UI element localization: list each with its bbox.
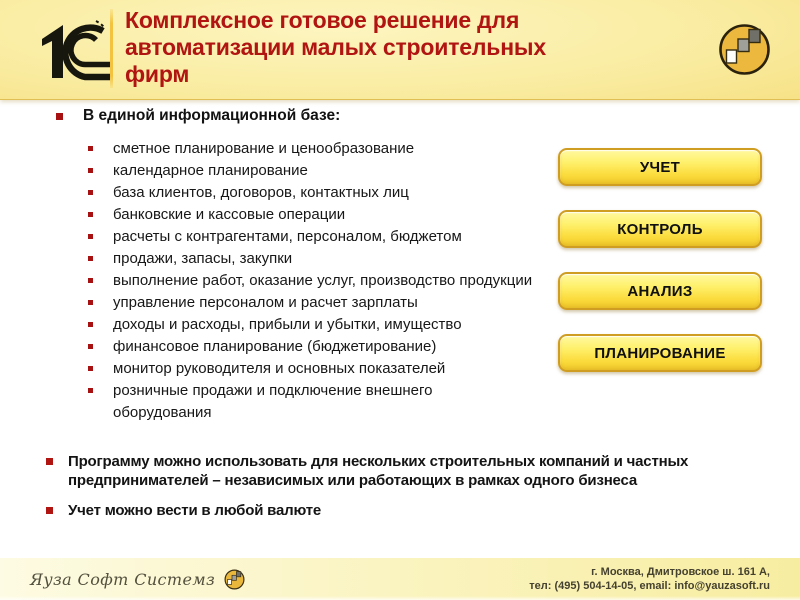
- button-uchet[interactable]: УЧЕТ: [558, 148, 762, 186]
- list-item: монитор руководителя и основных показателей: [113, 358, 533, 380]
- list-item: сметное планирование и ценообразование: [113, 138, 533, 160]
- footer-phone-email: тел: (495) 504-14-05, email: info@yauzasoft.ru: [529, 580, 770, 592]
- page-title-line: автоматизации малых строительных: [125, 34, 546, 60]
- footer-address: г. Москва, Дмитровское ш. 161 А,: [591, 566, 770, 578]
- button-planirovanie[interactable]: ПЛАНИРОВАНИЕ: [558, 334, 762, 372]
- section-heading-row: [56, 107, 536, 125]
- header: [0, 0, 800, 100]
- page-title-line: фирм: [125, 61, 190, 87]
- note-item: Учет можно вести в любой валюте: [46, 501, 762, 520]
- logo-1c-icon: [34, 16, 110, 82]
- page-title-line: Комплексное готовое решение для: [125, 7, 520, 33]
- unified-base-section: [56, 107, 536, 424]
- footer-logo-icon: [224, 569, 245, 590]
- action-buttons: [558, 148, 762, 372]
- list-item: доходы и расходы, прибыли и убытки, имущество: [113, 314, 533, 336]
- list-item: розничные продажи и подключение внешнего оборудования: [113, 380, 533, 424]
- header-divider: [110, 9, 113, 88]
- note-item: Программу можно использовать для нескольких строительных компаний и частных предпринимателей – независимых или работающих в рамках одного бизнеса: [46, 452, 762, 490]
- list-item: выполнение работ, оказание услуг, производство продукции: [113, 270, 533, 292]
- list-item: календарное планирование: [113, 160, 533, 182]
- list-item: банковские и кассовые операции: [113, 204, 533, 226]
- list-item: продажи, запасы, закупки: [113, 248, 533, 270]
- footer-contacts: [529, 565, 770, 593]
- list-item: финансовое планирование (бюджетирование): [113, 336, 533, 358]
- page-title: [125, 7, 546, 88]
- button-analiz[interactable]: АНАЛИЗ: [558, 272, 762, 310]
- company-name: Яуза Софт Системз: [30, 569, 216, 589]
- section-heading: В единой информационной базе:: [83, 107, 341, 124]
- button-kontrol[interactable]: КОНТРОЛЬ: [558, 210, 762, 248]
- notes-list: [46, 452, 762, 531]
- list-item: база клиентов, договоров, контактных лиц: [113, 182, 533, 204]
- footer: [0, 558, 800, 600]
- list-item: расчеты с контрагентами, персоналом, бюджетом: [113, 226, 533, 248]
- steps-squares-icon: [718, 23, 771, 76]
- feature-list: [56, 138, 533, 424]
- bullet-square-icon: [56, 113, 63, 120]
- list-item: управление персоналом и расчет зарплаты: [113, 292, 533, 314]
- footer-company: [30, 569, 245, 590]
